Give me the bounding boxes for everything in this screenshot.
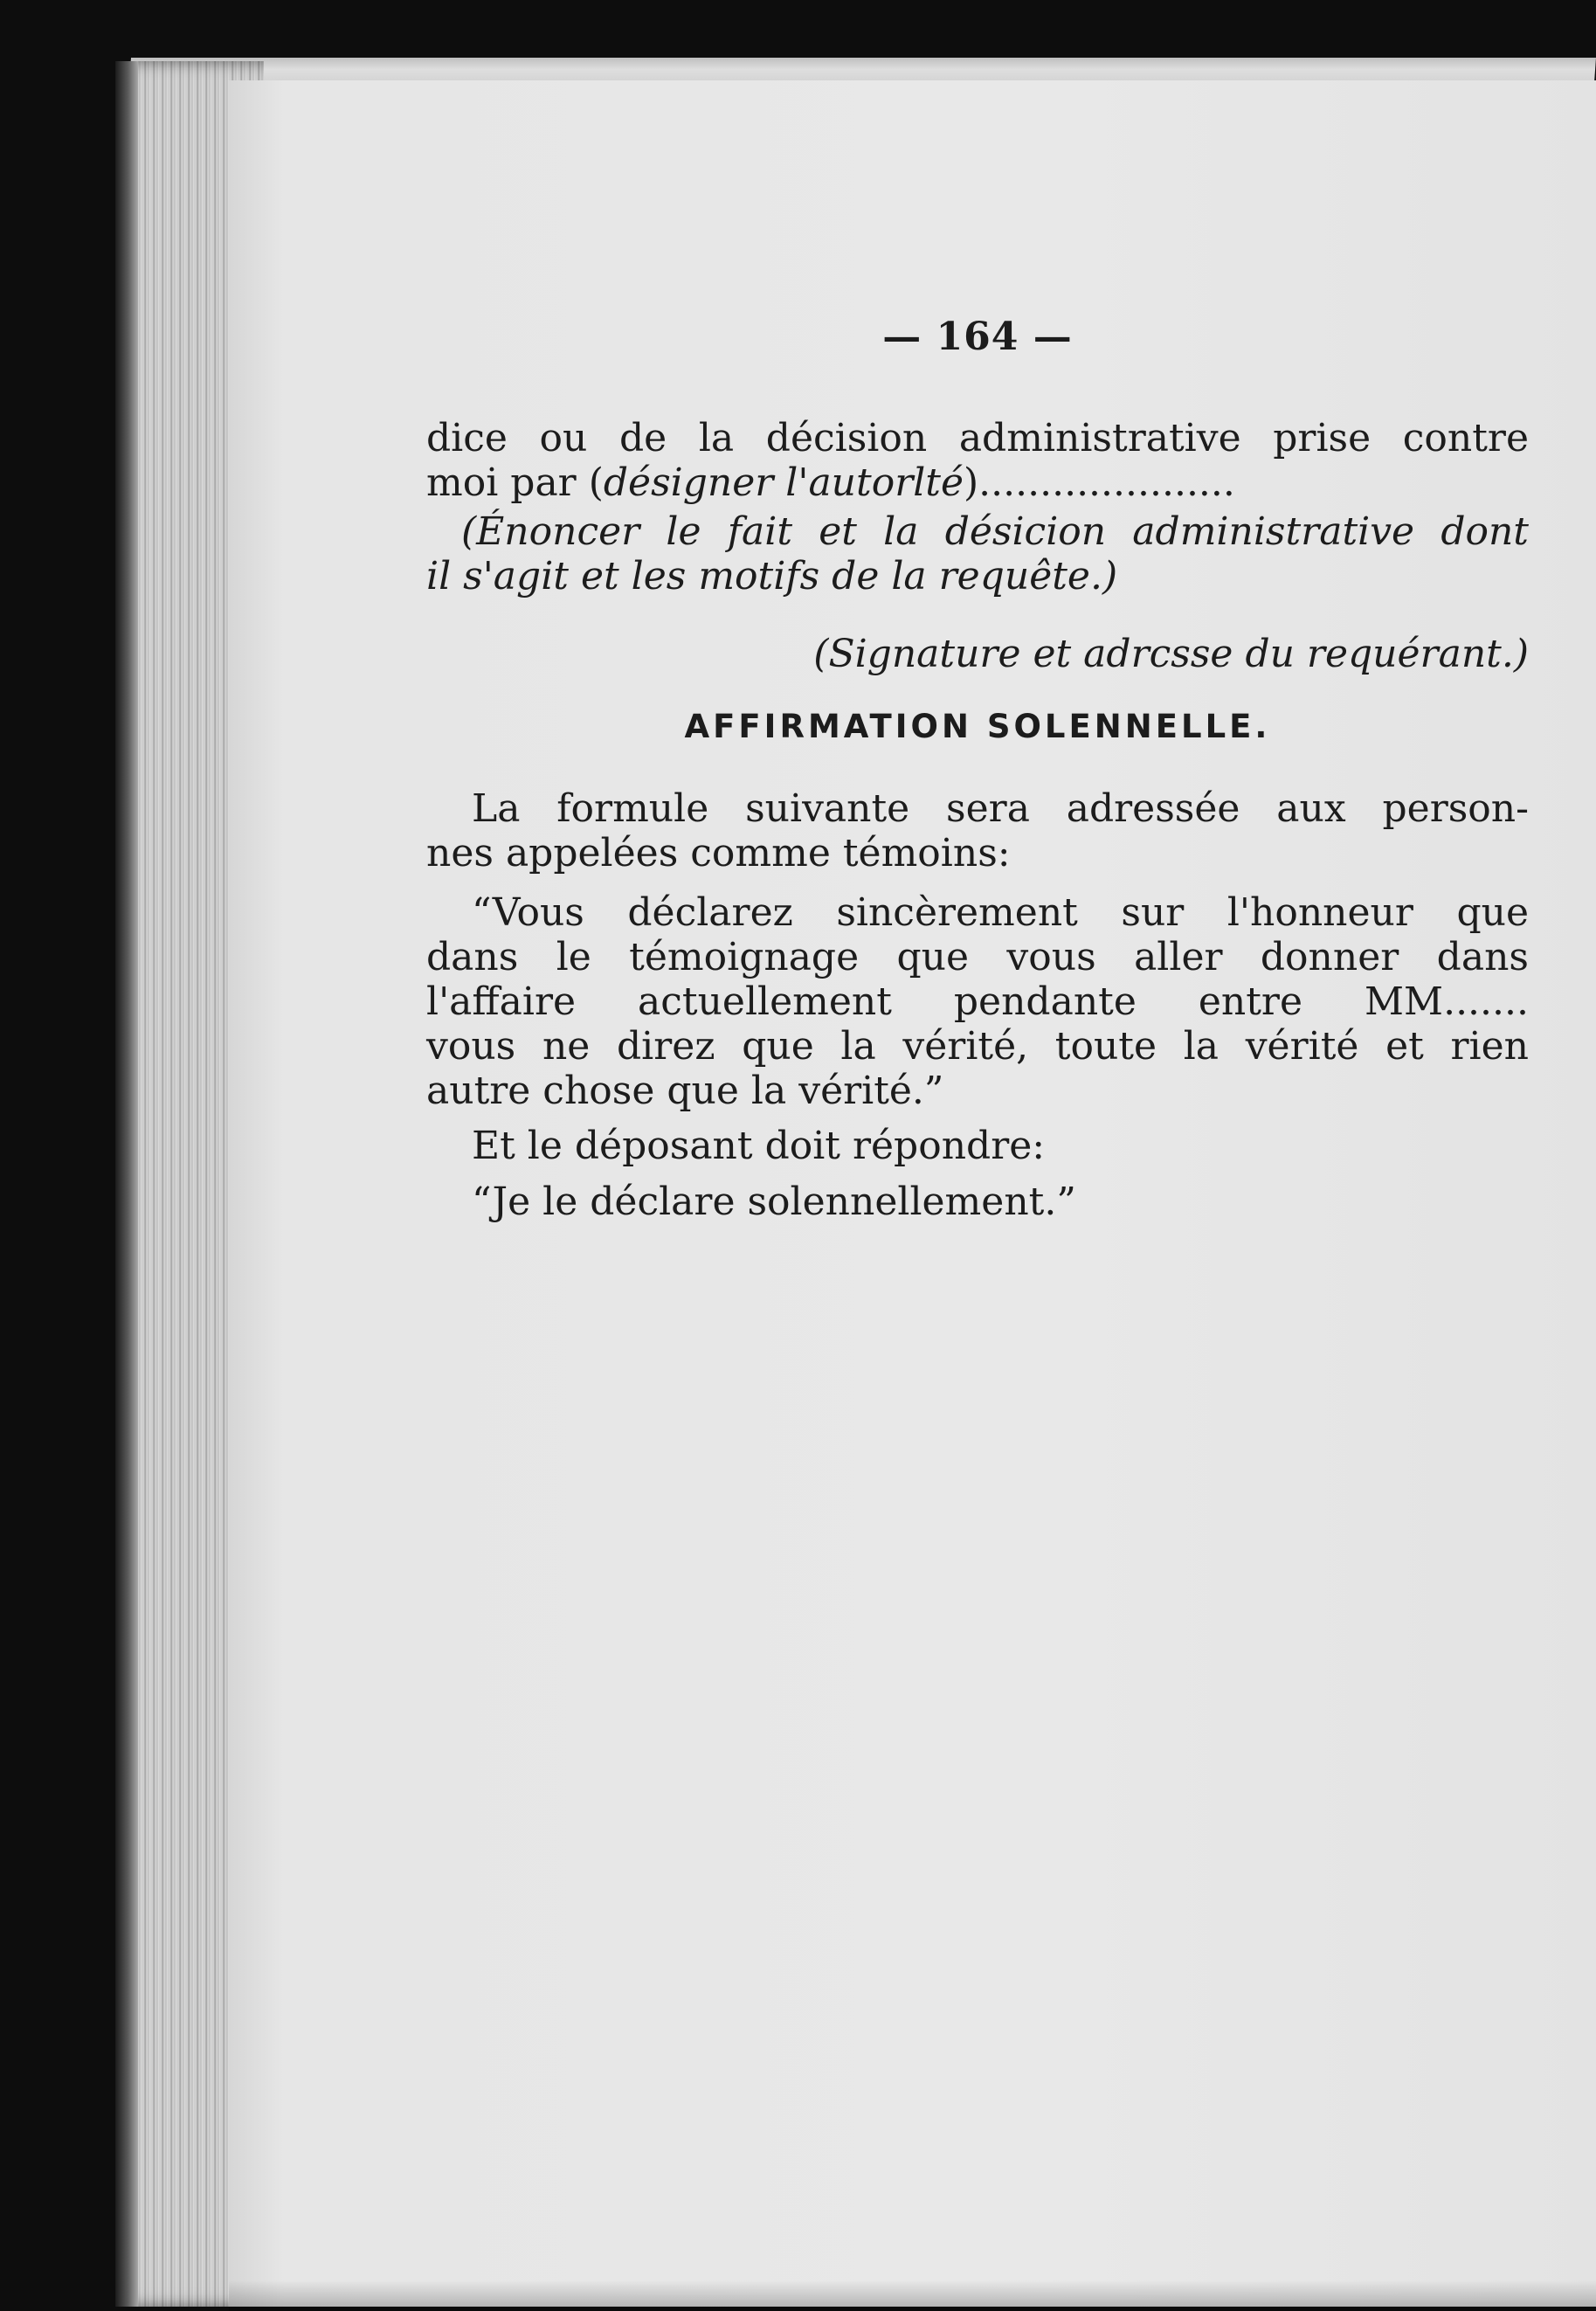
paragraph-line: dice ou de la décision administrative prise contre xyxy=(426,416,1529,460)
paragraph-response: “Je le déclare solennellement.” xyxy=(472,1180,1076,1224)
signature-line: (Signature et adrcsse du requérant.) xyxy=(813,632,1529,676)
page-bottom-shadow xyxy=(229,2280,1596,2311)
paragraph-instruction xyxy=(426,509,1529,599)
paragraph-decision xyxy=(426,416,1529,505)
page-number: — 164 — xyxy=(882,315,1073,359)
paragraph-line: il s'agit et les motifs de la requête.) xyxy=(426,554,1118,599)
paragraph-line xyxy=(426,460,1529,505)
paragraph-line: La formule suivante sera adressée aux person- xyxy=(472,786,1529,831)
paragraph-response-intro: Et le déposant doit répondre: xyxy=(472,1124,1046,1168)
section-heading: AFFIRMATION SOLENNELLE. xyxy=(684,708,1271,745)
paragraph-line: l'affaire actuellement pendante entre MM....... xyxy=(426,979,1529,1024)
line-suffix: )..................... xyxy=(964,460,1235,505)
line-prefix: moi par ( xyxy=(426,460,604,505)
paragraph-line: nes appelées comme témoins: xyxy=(426,831,1011,875)
paragraph-line: autre chose que la vérité.” xyxy=(426,1069,944,1113)
paragraph-oath xyxy=(426,890,1529,1113)
paragraph-line: vous ne direz que la vérité, toute la vérité et rien xyxy=(426,1024,1529,1069)
paragraph-formula xyxy=(426,786,1529,875)
paragraph-line: dans le témoignage que vous aller donner dans xyxy=(426,935,1529,979)
italic-authority: désigner l'autorlté xyxy=(603,460,964,505)
paragraph-line: (Énoncer le fait et la désicion administrative dont xyxy=(461,509,1529,554)
paragraph-line: “Vous déclarez sincèrement sur l'honneur que xyxy=(472,890,1529,935)
